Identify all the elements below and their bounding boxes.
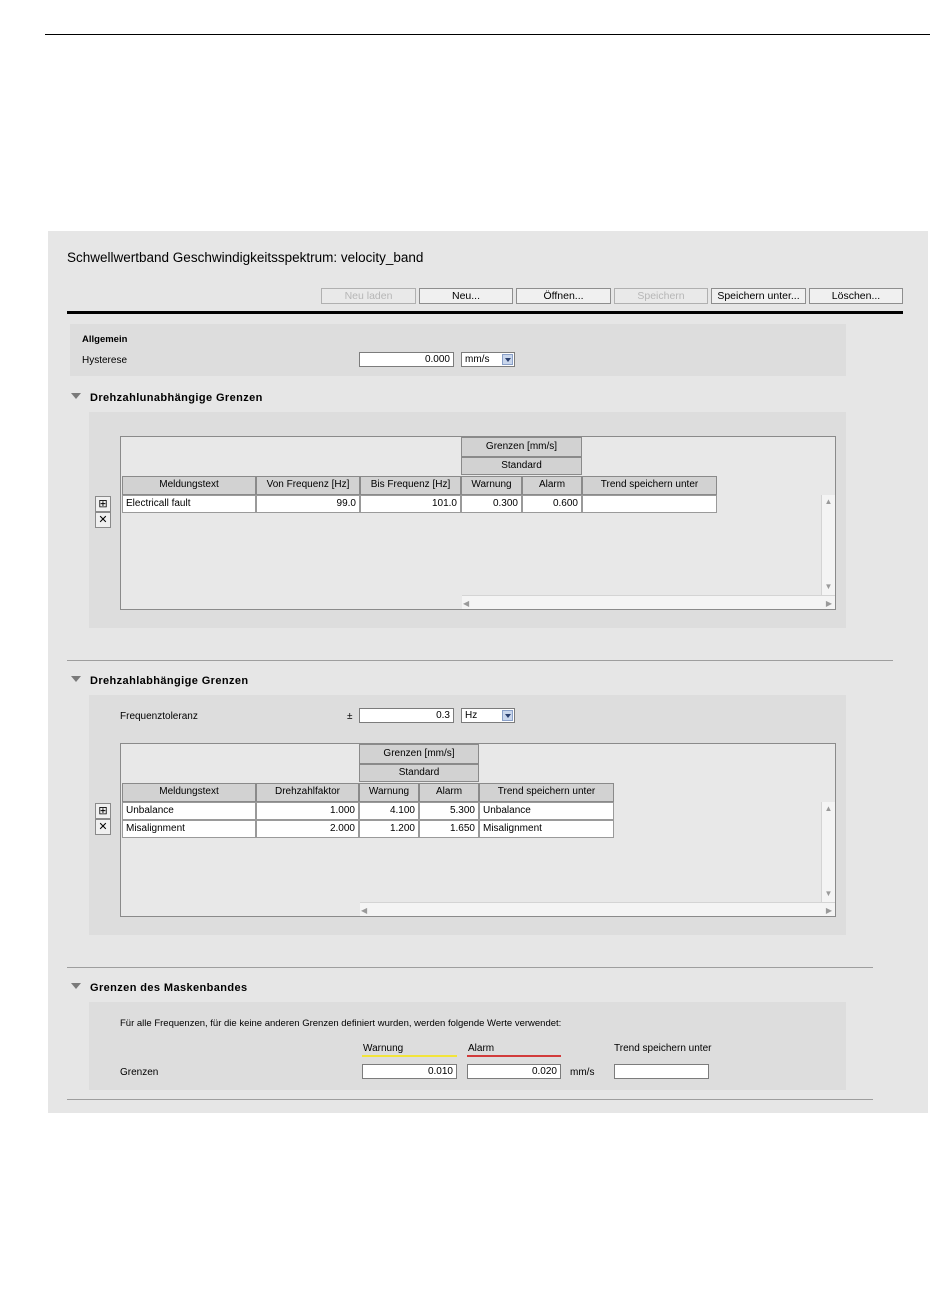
open-button[interactable]: Öffnen... <box>516 288 611 304</box>
table-cell[interactable]: 1.200 <box>359 820 419 838</box>
collapse-triangle-icon[interactable] <box>71 983 81 989</box>
collapse-triangle-icon[interactable] <box>71 393 81 399</box>
dependent-section-title: Drehzahlabhängige Grenzen <box>90 675 249 687</box>
table-cell[interactable]: 1.650 <box>419 820 479 838</box>
scroll-right-icon[interactable]: ▶ <box>825 599 832 608</box>
scroll-left-icon[interactable]: ◀ <box>361 906 368 915</box>
table-cell[interactable]: Unbalance <box>122 802 256 820</box>
column-header[interactable]: Alarm <box>419 783 479 802</box>
section-divider <box>67 967 873 968</box>
column-header[interactable]: Trend speichern unter <box>479 783 614 802</box>
frequency-tolerance-label: Frequenztoleranz <box>120 711 198 722</box>
hysteresis-input[interactable]: 0.000 <box>359 352 454 367</box>
column-header[interactable]: Meldungstext <box>122 476 256 495</box>
hysteresis-label: Hysterese <box>82 355 128 366</box>
column-header[interactable]: Warnung <box>359 783 419 802</box>
chevron-down-icon[interactable] <box>502 710 513 721</box>
section-divider <box>67 1099 873 1100</box>
table-group-header: Grenzen [mm/s] <box>461 437 582 457</box>
delete-button[interactable]: Löschen... <box>809 288 903 304</box>
collapse-triangle-icon[interactable] <box>71 676 81 682</box>
tolerance-unit-value: Hz <box>465 710 478 721</box>
mask-warning-input[interactable]: 0.010 <box>362 1064 457 1079</box>
toolbar-divider <box>67 311 903 314</box>
column-header[interactable]: Von Frequenz [Hz] <box>256 476 360 495</box>
column-header[interactable]: Warnung <box>461 476 522 495</box>
table-cell[interactable]: 4.100 <box>359 802 419 820</box>
table-cell[interactable]: Misalignment <box>479 820 614 838</box>
delete-row-icon[interactable]: ✕ <box>95 512 111 528</box>
scroll-down-icon[interactable]: ▼ <box>824 889 833 898</box>
table-sub-header: Standard <box>359 764 479 782</box>
reload-button[interactable]: Neu laden <box>321 288 416 304</box>
scroll-left-icon[interactable]: ◀ <box>463 599 470 608</box>
table-cell[interactable]: 0.300 <box>461 495 522 513</box>
general-box <box>70 324 846 376</box>
table-cell[interactable]: Unbalance <box>479 802 614 820</box>
table-cell[interactable]: 0.600 <box>522 495 582 513</box>
tolerance-unit-select[interactable] <box>461 708 515 723</box>
vertical-scrollbar[interactable] <box>821 802 835 902</box>
independent-section-title: Drehzahlunabhängige Grenzen <box>90 392 263 404</box>
scroll-up-icon[interactable]: ▲ <box>824 497 833 506</box>
table-group-header: Grenzen [mm/s] <box>359 744 479 764</box>
save-button[interactable]: Speichern <box>614 288 708 304</box>
warning-column-label: Warnung <box>363 1043 404 1054</box>
plus-minus-sign: ± <box>347 711 353 722</box>
table-cell[interactable]: 1.000 <box>256 802 359 820</box>
column-header[interactable]: Meldungstext <box>122 783 256 802</box>
add-row-icon[interactable]: ⊞ <box>95 803 111 819</box>
save-as-button[interactable]: Speichern unter... <box>711 288 806 304</box>
column-header[interactable]: Trend speichern unter <box>582 476 717 495</box>
alarm-column-label: Alarm <box>468 1043 495 1054</box>
frequency-tolerance-input[interactable]: 0.3 <box>359 708 454 723</box>
page-title: Schwellwertband Geschwindigkeitsspektrum: velocity_band <box>67 250 424 265</box>
hysteresis-unit-value: mm/s <box>465 354 490 365</box>
warning-color-line <box>362 1055 457 1057</box>
table-sub-header: Standard <box>461 457 582 475</box>
chevron-down-icon[interactable] <box>502 354 513 365</box>
mask-trend-input[interactable] <box>614 1064 709 1079</box>
table-cell[interactable]: 101.0 <box>360 495 461 513</box>
scroll-right-icon[interactable]: ▶ <box>825 906 832 915</box>
horizontal-scrollbar[interactable] <box>360 902 835 916</box>
limits-row-label: Grenzen <box>120 1067 159 1078</box>
vertical-scrollbar[interactable] <box>821 495 835 595</box>
table-cell[interactable]: 2.000 <box>256 820 359 838</box>
horizontal-scrollbar[interactable] <box>462 595 835 609</box>
independent-table <box>120 436 836 610</box>
delete-row-icon[interactable]: ✕ <box>95 819 111 835</box>
column-header[interactable]: Alarm <box>522 476 582 495</box>
general-heading: Allgemein <box>82 334 128 345</box>
hysteresis-unit-select[interactable] <box>461 352 515 367</box>
scroll-down-icon[interactable]: ▼ <box>824 582 833 591</box>
scroll-up-icon[interactable]: ▲ <box>824 804 833 813</box>
table-cell[interactable]: 5.300 <box>419 802 479 820</box>
alarm-color-line <box>467 1055 561 1057</box>
section-divider <box>67 660 893 661</box>
new-button[interactable]: Neu... <box>419 288 513 304</box>
table-cell[interactable]: 99.0 <box>256 495 360 513</box>
table-cell[interactable]: Misalignment <box>122 820 256 838</box>
mask-unit-label: mm/s <box>570 1067 595 1078</box>
mask-alarm-input[interactable]: 0.020 <box>467 1064 561 1079</box>
column-header[interactable]: Bis Frequenz [Hz] <box>360 476 461 495</box>
trend-column-label: Trend speichern unter <box>614 1043 712 1054</box>
page-top-rule <box>45 34 930 35</box>
mask-section-title: Grenzen des Maskenbandes <box>90 982 248 994</box>
table-cell[interactable]: Electricall fault <box>122 495 256 513</box>
column-header[interactable]: Drehzahlfaktor <box>256 783 359 802</box>
add-row-icon[interactable]: ⊞ <box>95 496 111 512</box>
dependent-table <box>120 743 836 917</box>
mask-description: Für alle Frequenzen, für die keine anderen Grenzen definiert wurden, werden folgende Werte verwendet: <box>120 1018 562 1029</box>
table-cell[interactable] <box>582 495 717 513</box>
